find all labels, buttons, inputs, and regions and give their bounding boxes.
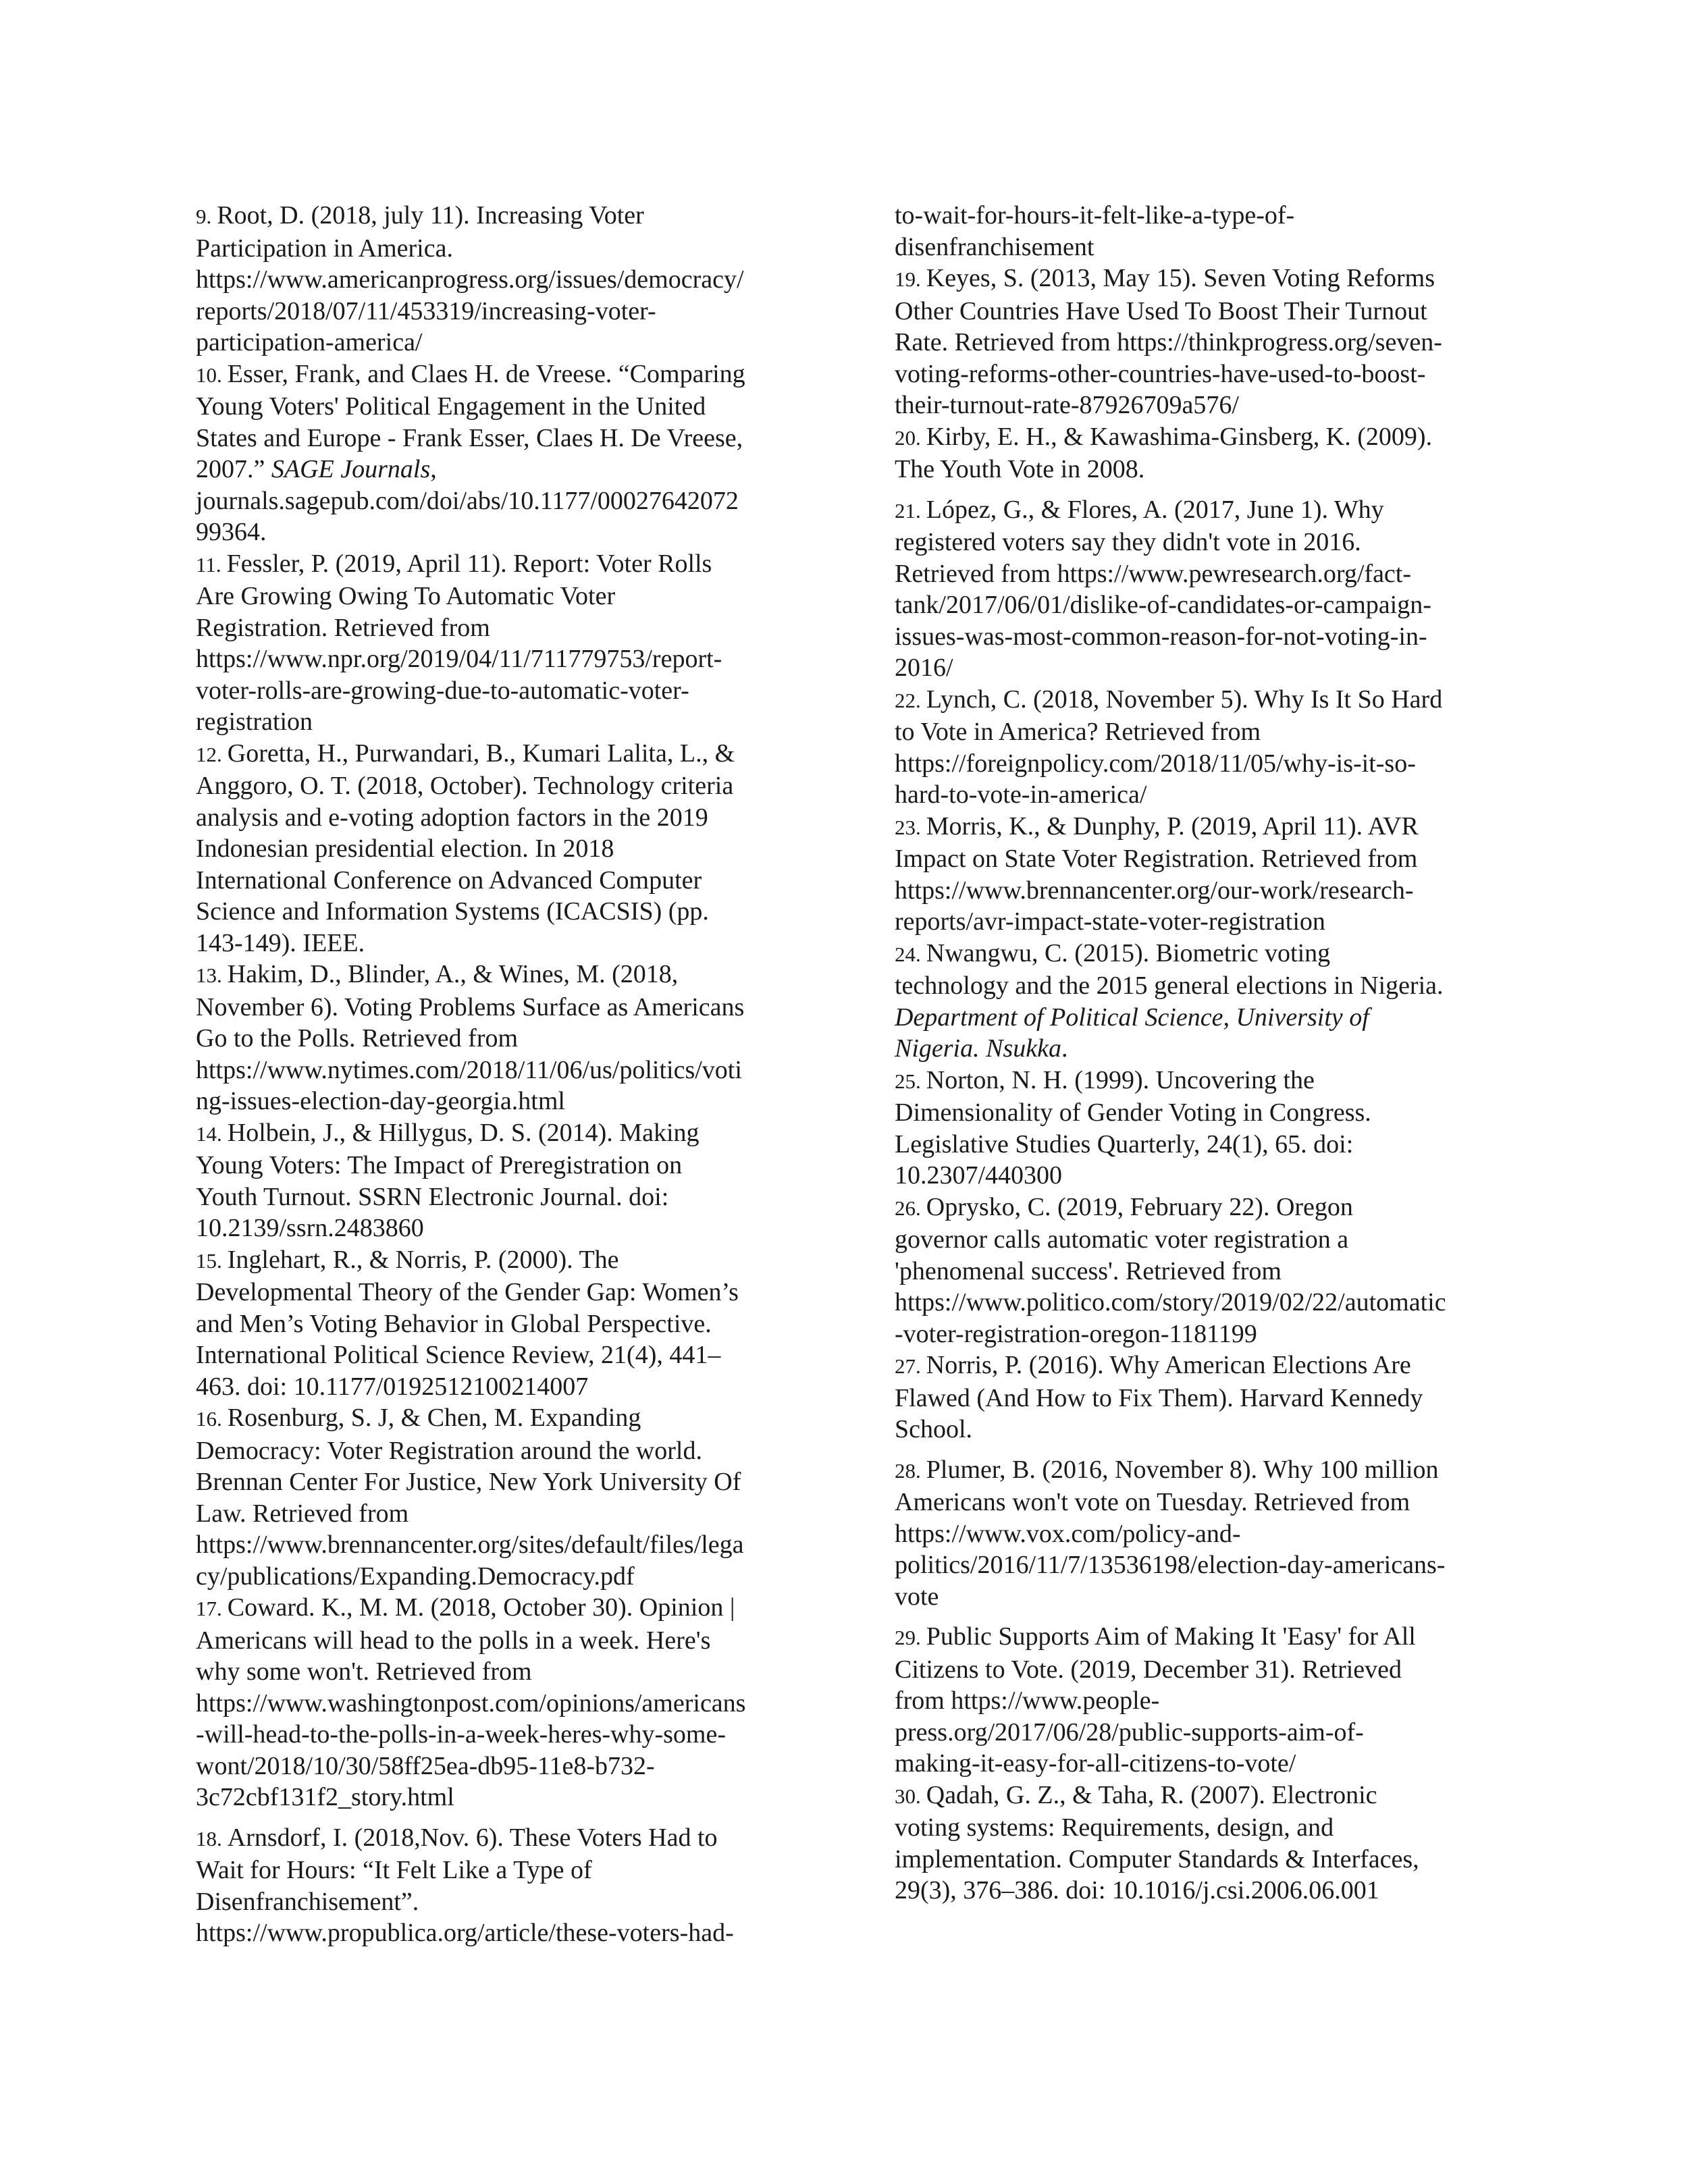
reference-17 xyxy=(196,1592,793,1813)
reference-text: Kirby, E. H., & Kawashima-Ginsberg, K. (2009). The Youth Vote in 2008. xyxy=(895,422,1433,483)
reference-number: 29. xyxy=(895,1626,921,1649)
reference-30 xyxy=(895,1780,1492,1907)
reference-number: 24. xyxy=(895,942,921,966)
reference-18-continued xyxy=(895,200,1492,263)
reference-number: 28. xyxy=(895,1458,921,1483)
reference-27 xyxy=(895,1350,1492,1445)
reference-28 xyxy=(895,1454,1492,1613)
reference-text: Arnsdorf, I. (2018,Nov. 6). These Voters Had to Wait for Hours: “It Felt Like a Type of Disenfranchisement”. https://www.propublica.org/article/these-voters-had- xyxy=(196,1823,734,1947)
reference-number: 20. xyxy=(895,425,921,450)
reference-12 xyxy=(196,738,793,959)
reference-15 xyxy=(196,1244,793,1403)
reference-number: 9. xyxy=(196,205,212,228)
reference-21 xyxy=(895,494,1492,684)
reference-text: López, G., & Flores, A. (2017, June 1). Why registered voters say they didn't vote in 2016. Retrieved from https://www.pewresearch.org/fact- tank/2017/06/01/dislike-of-candidates-or-campaign- issues-was-most-common-reason-for-not-voting-in- 2016/ xyxy=(895,495,1431,682)
reference-19 xyxy=(895,263,1492,421)
reference-text: Inglehart, R., & Norris, P. (2000). The Developmental Theory of the Gender Gap: Women’s and Men’s Voting Behavior in Global Perspective. International Political Science Review, 21(4), 441– 463. doi: 10.1177/0192512100214007 xyxy=(196,1245,739,1401)
reference-number: 17. xyxy=(196,1597,222,1620)
reference-number: 26. xyxy=(895,1196,921,1220)
reference-14 xyxy=(196,1117,793,1244)
reference-number: 19. xyxy=(895,267,921,291)
reference-text: Nwangwu, C. (2015). Biometric voting technology and the 2015 general elections in Nigeria. xyxy=(895,938,1444,1000)
reference-number: 10. xyxy=(196,363,222,387)
reference-23 xyxy=(895,811,1492,938)
reference-journal-title: SAGE Journals xyxy=(271,455,431,483)
reference-number: 22. xyxy=(895,688,921,712)
reference-text: Root, D. (2018, july 11). Increasing Voter Participation in America. https://www.americanprogress.org/issues/democracy/ reports/2018/07/11/453319/increasing-voter- participation-america/ xyxy=(196,201,744,356)
reference-text: Public Supports Aim of Making It 'Easy' for All Citizens to Vote. (2019, December 31). Retrieved from https://www.people- press.org/2017/06/28/public-supports-aim-of- making-it-easy-for-all-citizens-to-vote/ xyxy=(895,1622,1416,1778)
reference-text: Norton, N. H. (1999). Uncovering the Dimensionality of Gender Voting in Congress. Legislative Studies Quarterly, 24(1), 65. doi: 10.2307/440300 xyxy=(895,1065,1371,1190)
reference-text: Lynch, C. (2018, November 5). Why Is It So Hard to Vote in America? Retrieved from https://foreignpolicy.com/2018/11/05/why-is-it-so- hard-to-vote-in-america/ xyxy=(895,685,1443,809)
reference-text: Morris, K., & Dunphy, P. (2019, April 11). AVR Impact on State Voter Registration. Retrieved from https://www.brennancenter.org/our-work/research- reports/avr-impact-state-voter-registration xyxy=(895,811,1419,936)
reference-number: 21. xyxy=(895,498,921,523)
reference-number: 23. xyxy=(895,815,921,839)
reference-number: 14. xyxy=(196,1121,222,1146)
reference-24 xyxy=(895,938,1492,1065)
reference-22 xyxy=(895,684,1492,811)
reference-13 xyxy=(196,959,793,1117)
reference-number: 12. xyxy=(196,742,222,766)
references-right-column xyxy=(895,200,1492,1907)
reference-29 xyxy=(895,1621,1492,1780)
reference-25 xyxy=(895,1065,1492,1192)
reference-number: 25. xyxy=(895,1069,921,1093)
reference-number: 16. xyxy=(196,1407,222,1431)
reference-18 xyxy=(196,1822,793,1949)
reference-11 xyxy=(196,548,793,738)
reference-20 xyxy=(895,421,1492,485)
reference-text-continued: , journals.sagepub.com/doi/abs/10.1177/00027642072 99364. xyxy=(196,455,739,546)
reference-text: Norris, P. (2016). Why American Elections Are Flawed (And How to Fix Them). Harvard Kennedy School. xyxy=(895,1351,1423,1443)
reference-number: 11. xyxy=(196,552,221,577)
reference-text-continued: . xyxy=(1061,1034,1068,1063)
reference-institution: Department of Political Science, University of Nigeria. Nsukka xyxy=(895,1003,1369,1063)
reference-number: 27. xyxy=(895,1354,921,1378)
reference-text: Fessler, P. (2019, April 11). Report: Voter Rolls Are Growing Owing To Automatic Voter Registration. Retrieved from https://www.npr.org/2019/04/11/711779753/report- voter-rolls-are-growing-due-to-automatic-voter- registration xyxy=(196,549,722,736)
reference-text: Plumer, B. (2016, November 8). Why 100 million Americans won't vote on Tuesday. Retrieved from https://www.vox.com/policy-and- politics/2016/11/7/13536198/election-day-americans- vote xyxy=(895,1455,1446,1611)
reference-number: 18. xyxy=(196,1826,222,1850)
reference-text: Holbein, J., & Hillygus, D. S. (2014). Making Young Voters: The Impact of Preregistration on Youth Turnout. SSRN Electronic Journal. doi: 10.2139/ssrn.2483860 xyxy=(196,1118,700,1242)
reference-number: 30. xyxy=(895,1784,921,1808)
reference-text: to-wait-for-hours-it-felt-like-a-type-of- disenfranchisement xyxy=(895,201,1295,261)
reference-number: 13. xyxy=(196,963,222,987)
reference-9 xyxy=(196,200,793,358)
reference-text: Esser, Frank, and Claes H. de Vreese. “Comparing Young Voters' Political Engagement in the United States and Europe - Frank Esser, Claes H. De Vreese, 2007.” xyxy=(196,359,745,483)
reference-16 xyxy=(196,1402,793,1592)
reference-text: Coward. K., M. M. (2018, October 30). Opinion | Americans will head to the polls in a week. Here's why some won't. Retrieved from https://www.washingtonpost.com/opinions/americans -will-head-to-the-polls-in-a-week-heres-why-some- wont/2018/10/30/58ff25ea-db95-11e8-b732- 3c72cbf131f2_story.html xyxy=(196,1593,746,1811)
reference-text: Keyes, S. (2013, May 15). Seven Voting Reforms Other Countries Have Used To Boost Their Turnout Rate. Retrieved from https://thinkprogress.org/seven- voting-reforms-other-countries-have-used-to-boost- their-turnout-rate-87926709a576/ xyxy=(895,264,1442,419)
reference-26 xyxy=(895,1192,1492,1350)
reference-text: Oprysko, C. (2019, February 22). Oregon governor calls automatic voter registration a 'phenomenal success'. Retrieved from https://www.politico.com/story/2019/02/22/automatic -voter-registration-oregon-1181199 xyxy=(895,1192,1446,1348)
references-left-column xyxy=(196,200,793,1949)
reference-10 xyxy=(196,358,793,548)
reference-text: Hakim, D., Blinder, A., & Wines, M. (2018, November 6). Voting Problems Surface as Americans Go to the Polls. Retrieved from https://www.nytimes.com/2018/11/06/us/politics/voti ng-issues-election-day-georgia.html xyxy=(196,960,745,1115)
reference-text: Rosenburg, S. J, & Chen, M. Expanding Democracy: Voter Registration around the world. Brennan Center For Justice, New York University Of Law. Retrieved from https://www.brennancenter.org/sites/default/files/lega cy/publications/Expanding.Democracy.pdf xyxy=(196,1404,744,1591)
reference-number: 15. xyxy=(196,1248,222,1273)
reference-text: Goretta, H., Purwandari, B., Kumari Lalita, L., & Anggoro, O. T. (2018, October). Technology criteria analysis and e-voting adoption factors in the 2019 Indonesian presidential election. In 2018 International Conference on Advanced Computer Science and Information Systems (ICACSIS) (pp. 143-149). IEEE. xyxy=(196,739,735,957)
reference-text: Qadah, G. Z., & Taha, R. (2007). Electronic voting systems: Requirements, design, and implementation. Computer Standards & Interfaces, 29(3), 376–386. doi: 10.1016/j.csi.2006.06.001 xyxy=(895,1780,1419,1905)
